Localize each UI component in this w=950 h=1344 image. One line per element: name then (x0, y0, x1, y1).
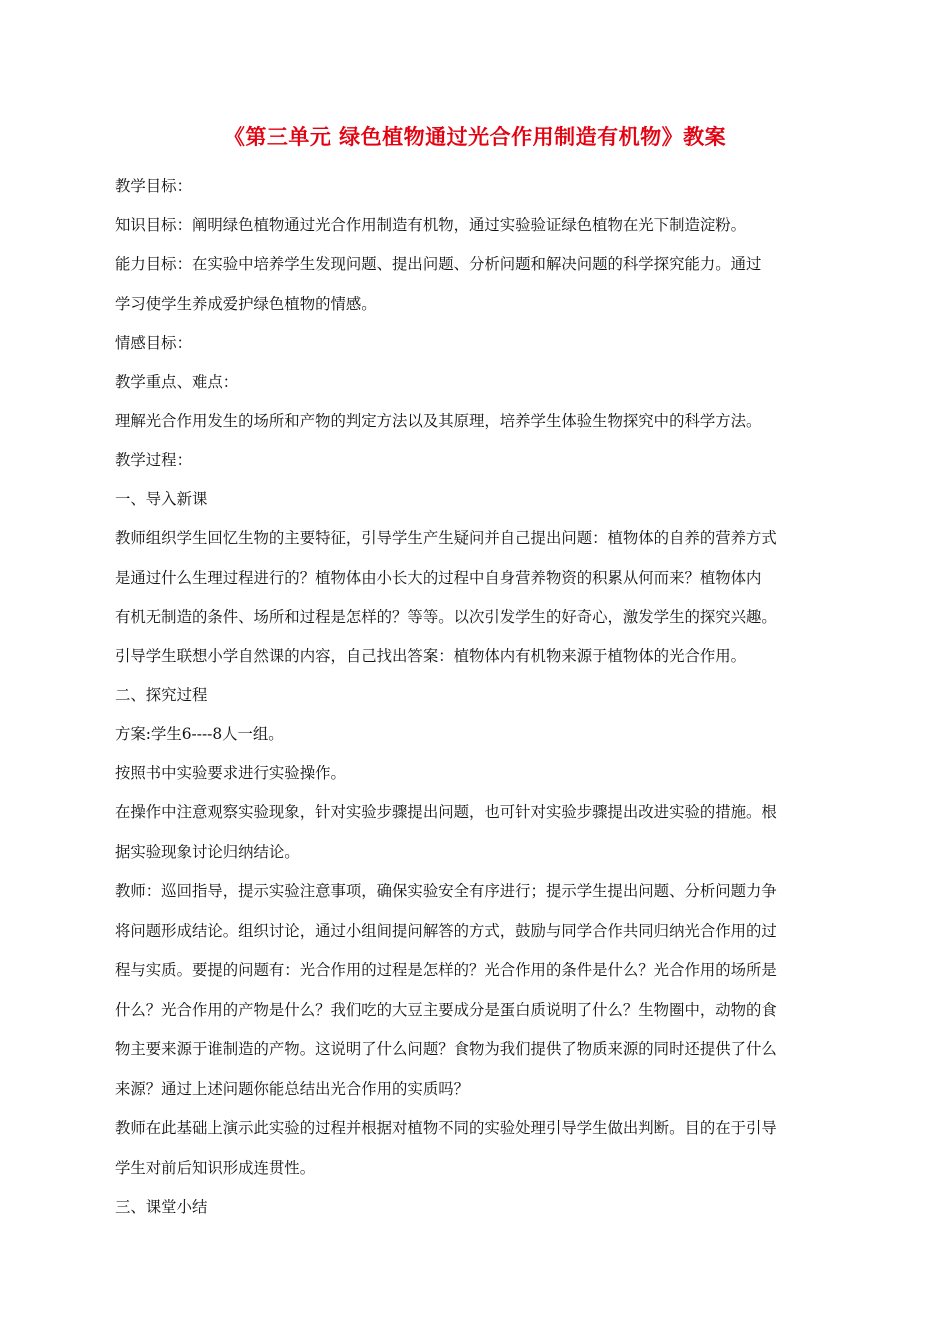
paragraph-line: 一、导入新课 (115, 489, 208, 508)
paragraph-line: 将问题形成结论。组织讨论，通过小组间提问解答的方式，鼓励与同学合作共同归纳光合作用的过 (115, 921, 777, 940)
paragraph-line: 按照书中实验要求进行实验操作。 (115, 764, 346, 783)
paragraph-line: 教师：巡回指导，提示实验注意事项，确保实验安全有序进行；提示学生提出问题、分析问题力争 (115, 881, 777, 900)
paragraph-line: 引导学生联想小学自然课的内容，自己找出答案：植物体内有机物来源于植物体的光合作用。 (115, 647, 747, 666)
paragraph-line: 物主要来源于谁制造的产物。这说明了什么问题？食物为我们提供了物质来源的同时还提供了什么 (115, 1040, 777, 1059)
paragraph-line: 理解光合作用发生的场所和产物的判定方法以及其原理，培养学生体验生物探究中的科学方法。 (115, 411, 762, 430)
paragraph-line: 有机无制造的条件、场所和过程是怎样的？等等。以次引发学生的好奇心，激发学生的探究兴趣。 (115, 608, 777, 627)
paragraph-line: 能力目标：在实验中培养学生发现问题、提出问题、分析问题和解决问题的科学探究能力。通过 (115, 255, 762, 273)
paragraph-line: 三、课堂小结 (115, 1197, 208, 1216)
paragraph-line: 在操作中注意观察实验现象，针对实验步骤提出问题，也可针对实验步骤提出改进实验的措施。根 (115, 803, 777, 822)
paragraph-line: 教师在此基础上演示此实验的过程并根据对植物不同的实验处理引导学生做出判断。目的在于引导 (115, 1118, 777, 1137)
paragraph-line: 二、探究过程 (115, 686, 208, 705)
document-title: 《第三单元 绿色植物通过光合作用制造有机物》教案 (223, 125, 727, 149)
paragraph-line: 程与实质。要提的问题有：光合作用的过程是怎样的？光合作用的条件是什么？光合作用的场所是 (115, 961, 777, 980)
paragraph-line: 情感目标： (115, 333, 192, 352)
paragraph-line: 学生对前后知识形成连贯性。 (115, 1158, 316, 1177)
paragraph-line: 来源？通过上述问题你能总结出光合作用的实质吗？ (115, 1079, 469, 1098)
document-body (115, 176, 837, 1217)
paragraph-line: 学习使学生养成爱护绿色植物的情感。 (115, 294, 377, 313)
paragraph-line: 知识目标：阐明绿色植物通过光合作用制造有机物，通过实验验证绿色植物在光下制造淀粉。 (115, 216, 747, 234)
paragraph-line: 方案:学生6----8人一组。 (115, 725, 284, 744)
paragraph-line: 据实验现象讨论归纳结论。 (115, 842, 300, 861)
paragraph-line: 教学重点、难点： (115, 372, 239, 391)
paragraph-line: 教师组织学生回忆生物的主要特征，引导学生产生疑问并自己提出问题：植物体的自养的营养方式 (115, 529, 777, 548)
paragraph-line: 是通过什么生理过程进行的？植物体由小长大的过程中自身营养物资的积累从何而来？植物体内 (115, 568, 762, 587)
paragraph-line: 什么？光合作用的产物是什么？我们吃的大豆主要成分是蛋白质说明了什么？生物圈中，动物的食 (115, 1000, 777, 1019)
paragraph-line: 教学目标： (115, 177, 192, 195)
paragraph-line: 教学过程： (115, 450, 192, 469)
